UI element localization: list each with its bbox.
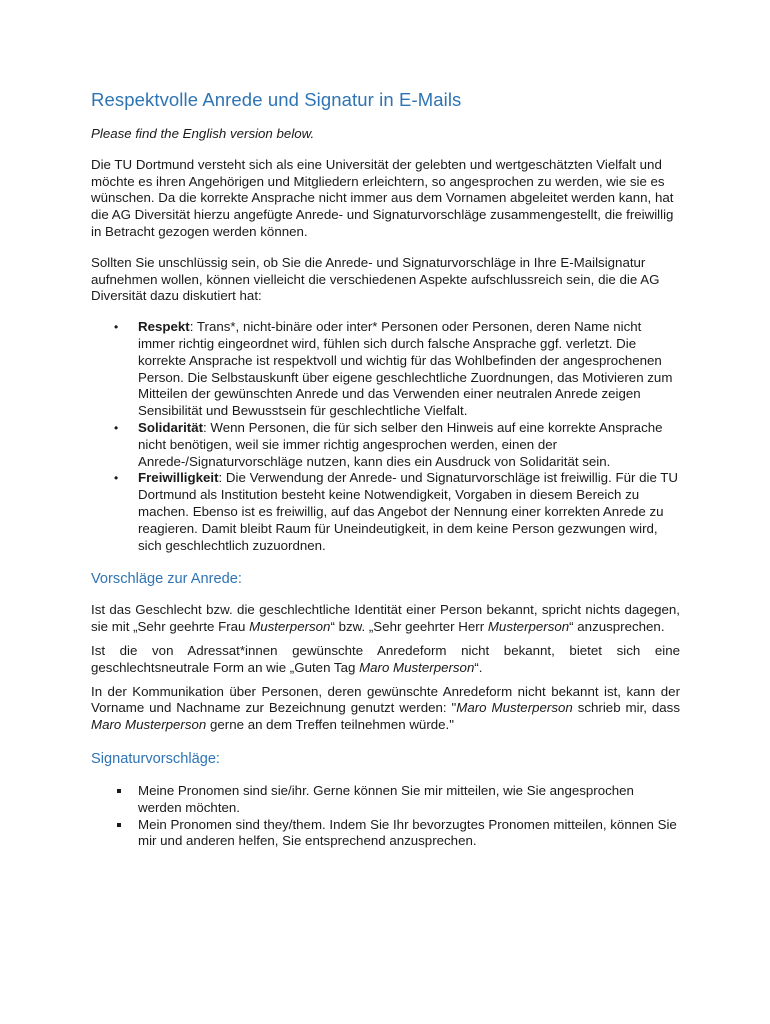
- aspects-paragraph: Sollten Sie unschlüssig sein, ob Sie die Anrede- und Signaturvorschläge in Ihre E-Mailsignatur aufnehmen wollen, können vielleicht die verschiedenen Aspekte aufschlussreich sein, die die AG Diversität dazu diskutiert hat:: [91, 254, 660, 304]
- aspect-item-solidaritaet: [91, 420, 680, 470]
- aspects-list: [91, 319, 680, 554]
- aspect-text: : Wenn Personen, die für sich selber den Hinweis auf eine korrekte Ansprache nicht benötigen, weil sie immer richtig angesprochen werden, einen der Anrede-/Signaturvorschläge nutzen, kann dies ein Ausdruck von Solidarität sein.: [138, 419, 663, 469]
- square-bullet-icon: [117, 789, 121, 793]
- aspect-term: Freiwilligkeit: [138, 470, 219, 486]
- signatur-item: [91, 783, 680, 817]
- anrede-paragraph-known: Ist das Geschlecht bzw. die geschlechtliche Identität einer Person bekannt, spricht nichts dagegen, sie mit „Sehr geehrte Frau Musterperson“ bzw. „Sehr geehrter Herr Musterperson“ anzusprechen.: [91, 602, 680, 635]
- signatur-text: Mein Pronomen sind they/them. Indem Sie Ihr bevorzugtes Pronomen mitteilen, können Sie mir und anderen helfen, Sie entsprechend anzusprechen.: [138, 816, 677, 849]
- aspect-term: Solidarität: [138, 419, 204, 435]
- bullet-icon: •: [114, 320, 119, 335]
- signatur-heading: Signaturvorschläge:: [91, 750, 220, 767]
- page-title: Respektvolle Anrede und Signatur in E-Mails: [91, 89, 462, 110]
- anrede-heading: Vorschläge zur Anrede:: [91, 571, 242, 588]
- bullet-icon: •: [114, 420, 119, 435]
- anrede-paragraph-neutral: Ist die von Adressat*innen gewünschte Anredeform nicht bekannt, bietet sich eine geschlechtsneutrale Form an wie „Guten Tag Maro Musterperson“.: [91, 642, 680, 675]
- signatur-list: [91, 783, 680, 850]
- aspect-text: : Trans*, nicht-binäre oder inter* Personen oder Personen, deren Name nicht immer richtig eingeordnet wird, fühlen sich durch falsche Ansprache ggf. verletzt. Die korrekte Ansprache ist respektvoll und wichtig für das Wohlbefinden der angesprochenen Person. Die Selbstauskunft über eigene geschlechtliche Zuordnungen, das Motivieren zum Mitteilen der gewünschten Anrede und das Verwenden einer neutralen Anrede zeigen Sensibilität und Bewusstsein für geschlechtliche Vielfalt.: [138, 319, 673, 419]
- anrede-paragraph-communication: In der Kommunikation über Personen, deren gewünschte Anredeform nicht bekannt ist, kann der Vorname und Nachname zur Bezeichnung genutzt werden: "Maro Musterperson schrieb mir, dass Maro Musterperson gerne an dem Treffen teilnehmen würde.": [91, 683, 680, 733]
- intro-paragraph: Die TU Dortmund versteht sich als eine Universität der gelebten und wertgeschätzten Vielfalt und möchte es ihren Angehörigen und Mitgliedern erleichtern, so angesprochen zu werden, wie sie es wünschen. Da die korrekte Ansprache nicht immer aus dem Vornamen abgeleitet werden kann, hat die AG Diversität hierzu angefügte Anrede- und Signaturvorschläge zusammengestellt, die freiwillig in Betracht gezogen werden können.: [91, 156, 674, 239]
- aspect-text: : Die Verwendung der Anrede- und Signaturvorschläge ist freiwillig. Für die TU Dortmund als Institution besteht keine Notwendigkeit, Vorgaben in diesem Bereich zu machen. Ebenso ist es freiwillig, auf das Angebot der Nennung einer korrekten Anrede zu reagieren. Damit bleibt Raum für Uneindeutigkeit, in dem keine Person gezwungen wird, sich geschlechtlich zuzuordnen.: [138, 470, 679, 553]
- bullet-icon: •: [114, 471, 119, 486]
- aspect-item-freiwilligkeit: [91, 470, 680, 554]
- english-version-note: Please find the English version below.: [91, 126, 315, 141]
- square-bullet-icon: [117, 823, 121, 827]
- signatur-item: [91, 817, 680, 851]
- document-content: [91, 88, 680, 850]
- signatur-text: Meine Pronomen sind sie/ihr. Gerne können Sie mir mitteilen, wie Sie angesprochen werden möchten.: [138, 782, 634, 815]
- aspect-item-respekt: [91, 319, 680, 420]
- aspect-term: Respekt: [138, 319, 190, 335]
